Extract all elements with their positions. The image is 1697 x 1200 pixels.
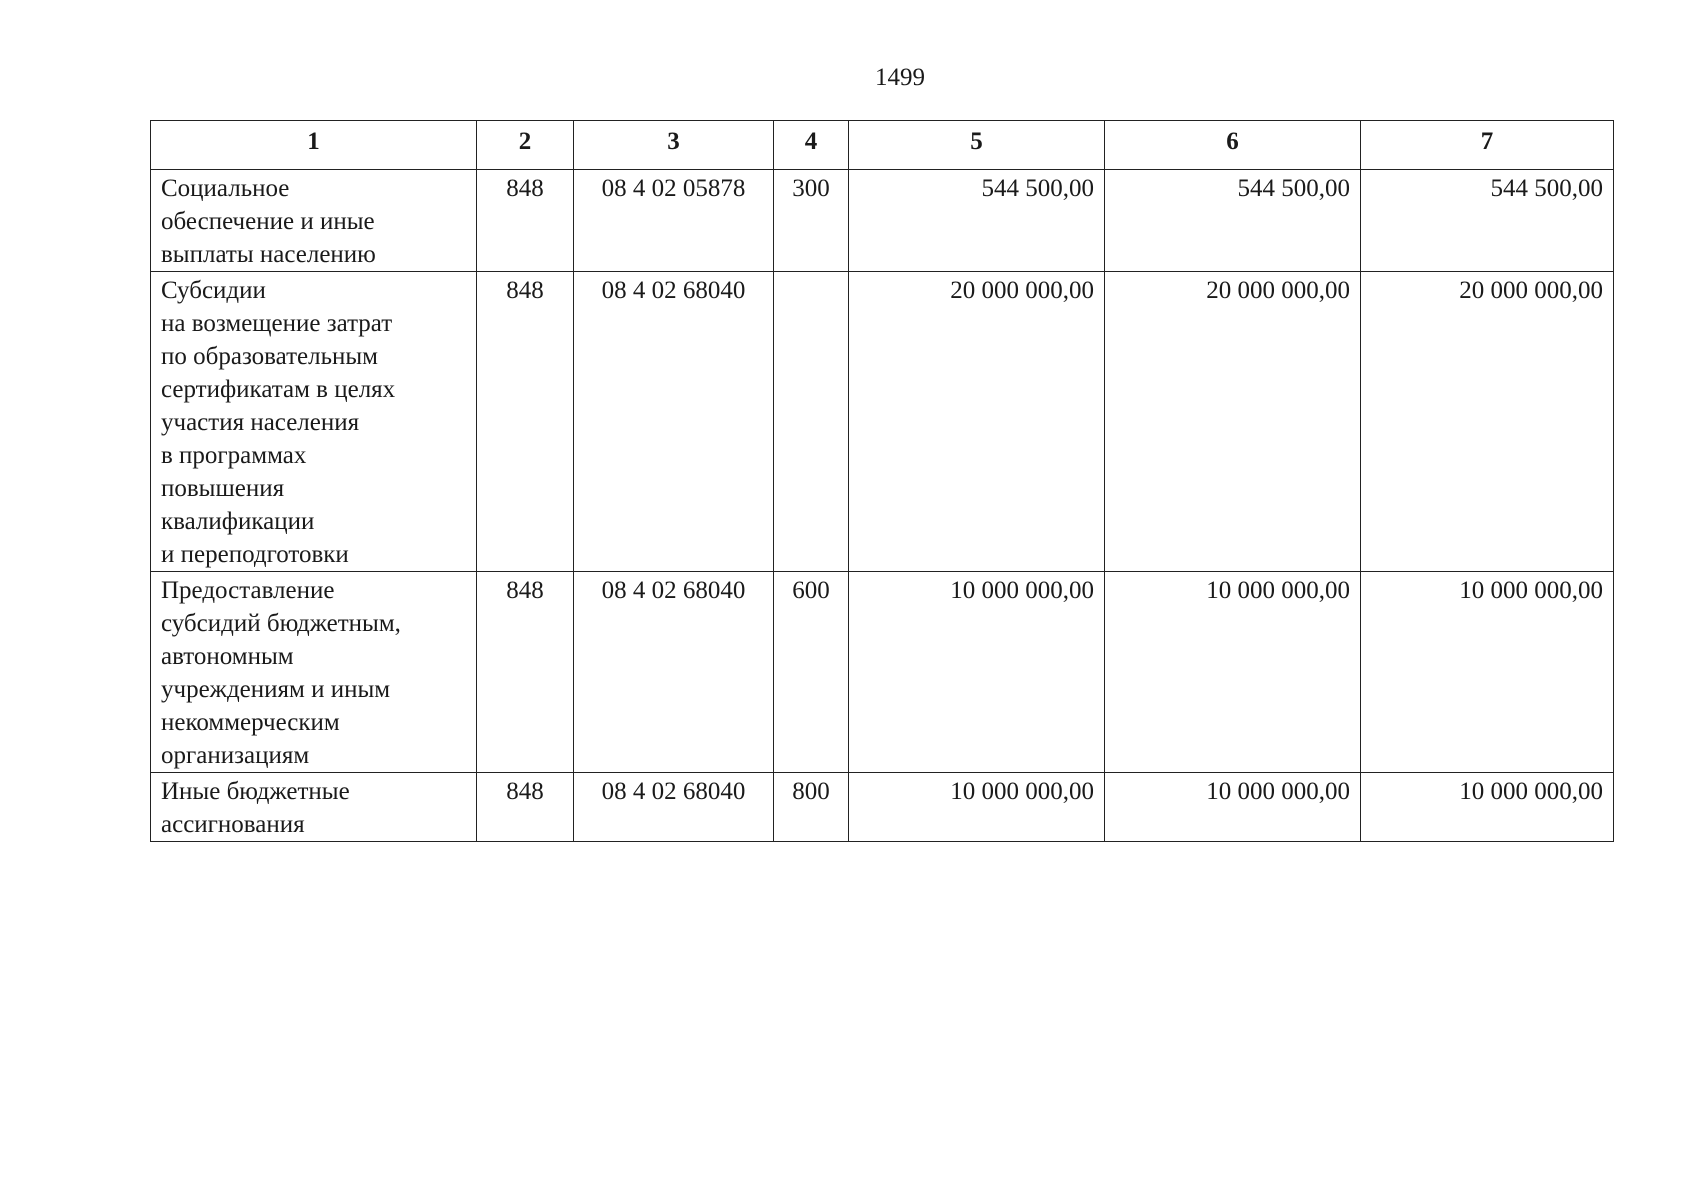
table-row — [151, 773, 1614, 842]
amount-col-6: 20 000 000,00 — [1105, 272, 1361, 572]
expense-type-code: 300 — [774, 170, 849, 272]
admin-code: 848 — [477, 572, 574, 773]
target-article-code: 08 4 02 68040 — [574, 773, 774, 842]
expense-type-code — [774, 272, 849, 572]
amount-col-5: 544 500,00 — [849, 170, 1105, 272]
expense-type-code: 600 — [774, 572, 849, 773]
page-number: 1499 — [875, 64, 925, 91]
expense-type-code: 800 — [774, 773, 849, 842]
amount-col-6: 10 000 000,00 — [1105, 773, 1361, 842]
amount-col-7: 10 000 000,00 — [1361, 572, 1614, 773]
admin-code: 848 — [477, 272, 574, 572]
admin-code: 848 — [477, 773, 574, 842]
target-article-code: 08 4 02 05878 — [574, 170, 774, 272]
target-article-code: 08 4 02 68040 — [574, 572, 774, 773]
row-name: Субсидии на возмещение затрат по образовательным сертификатам в целях участия населения в программах повышения квалификации и переподготовки — [151, 272, 477, 572]
column-header-7: 7 — [1361, 121, 1614, 170]
column-header-1: 1 — [151, 121, 477, 170]
column-header-5: 5 — [849, 121, 1105, 170]
amount-col-5: 20 000 000,00 — [849, 272, 1105, 572]
row-name: Иные бюджетные ассигнования — [151, 773, 477, 842]
target-article-code: 08 4 02 68040 — [574, 272, 774, 572]
amount-col-7: 544 500,00 — [1361, 170, 1614, 272]
amount-col-6: 10 000 000,00 — [1105, 572, 1361, 773]
amount-col-5: 10 000 000,00 — [849, 572, 1105, 773]
amount-col-6: 544 500,00 — [1105, 170, 1361, 272]
admin-code: 848 — [477, 170, 574, 272]
column-header-6: 6 — [1105, 121, 1361, 170]
column-header-4: 4 — [774, 121, 849, 170]
column-header-3: 3 — [574, 121, 774, 170]
amount-col-7: 20 000 000,00 — [1361, 272, 1614, 572]
table-header-row — [151, 121, 1614, 170]
table-row — [151, 572, 1614, 773]
budget-table — [150, 120, 1614, 842]
row-name: Социальное обеспечение и иные выплаты населению — [151, 170, 477, 272]
table-row — [151, 170, 1614, 272]
amount-col-7: 10 000 000,00 — [1361, 773, 1614, 842]
table-row — [151, 272, 1614, 572]
amount-col-5: 10 000 000,00 — [849, 773, 1105, 842]
column-header-2: 2 — [477, 121, 574, 170]
row-name: Предоставление субсидий бюджетным, автономным учреждениям и иным некоммерческим организациям — [151, 572, 477, 773]
